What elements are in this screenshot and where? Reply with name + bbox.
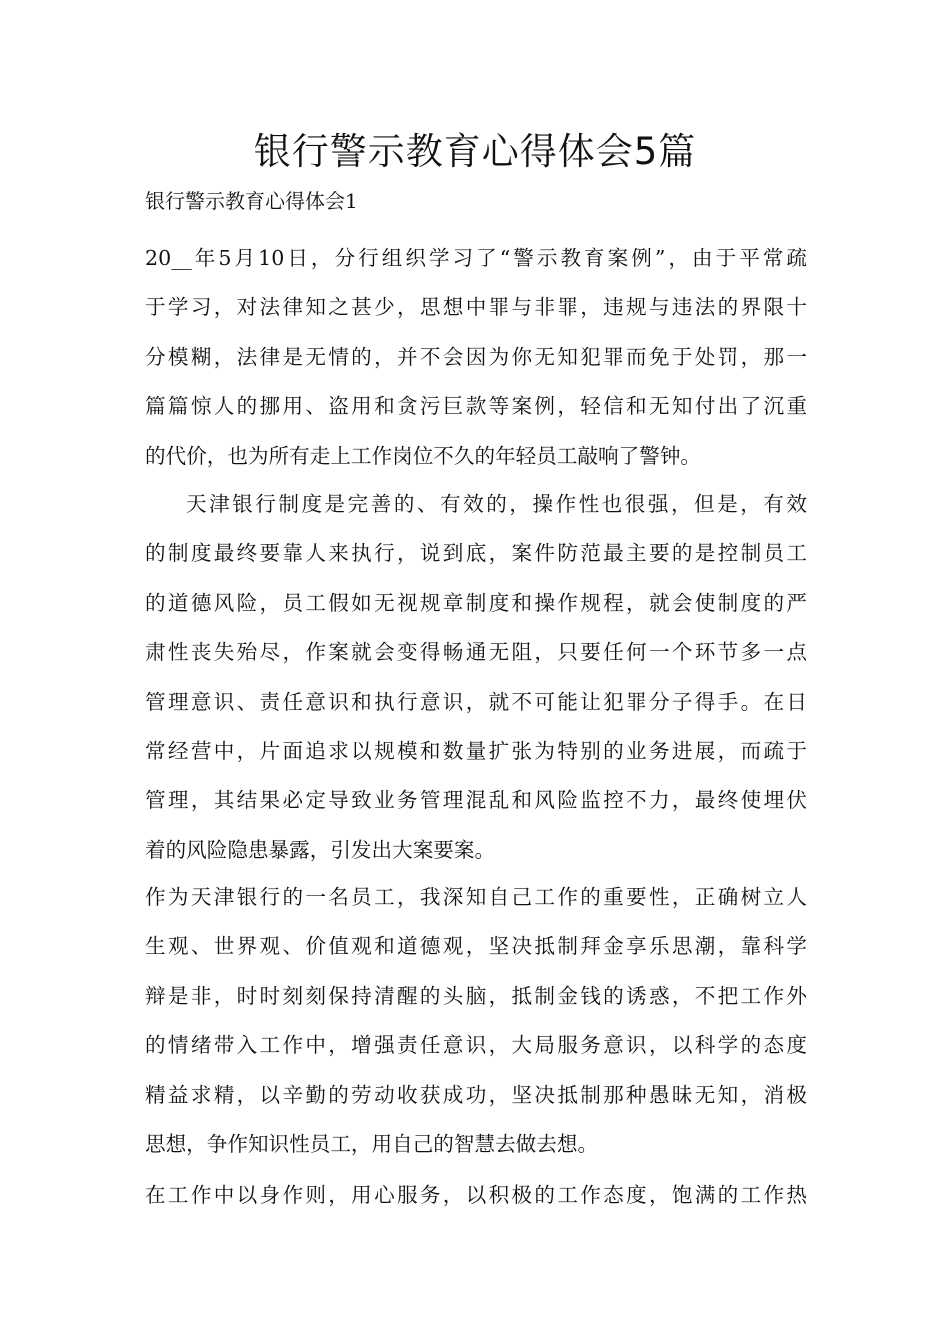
document-title: 银行警示教育心得体会5篇 bbox=[253, 130, 697, 173]
text-line: 常经营中，片面追求以规模和数量扩张为特别的业务进展，而疏于 bbox=[145, 739, 807, 764]
text-line: 管理意识、责任意识和执行意识，就不可能让犯罪分子得手。在日 bbox=[145, 689, 807, 714]
text-line: 于学习，对法律知之甚少，思想中罪与非罪，违规与违法的界限十 bbox=[145, 295, 807, 320]
text-line: 着的风险隐患暴露，引发出大案要案。 bbox=[145, 837, 496, 862]
text-line: 分模糊，法律是无情的，并不会因为你无知犯罪而免于处罚，那一 bbox=[145, 344, 807, 369]
text-line: 辩是非，时时刻刻保持清醒的头脑，抵制金钱的诱惑，不把工作外 bbox=[145, 983, 807, 1008]
text-line: 生观、世界观、价值观和道德观，坚决抵制拜金享乐思潮，靠科学 bbox=[145, 934, 807, 959]
text-line: 篇篇惊人的挪用、盗用和贪污巨款等案例，轻信和无知付出了沉重 bbox=[145, 394, 807, 419]
text-line: 20__年5月10日，分行组织学习了“警示教育案例”，由于平常疏 bbox=[145, 246, 807, 270]
paragraph-2 bbox=[145, 480, 807, 875]
text-line: 在工作中以身作则，用心服务，以积极的工作态度，饱满的工作热 bbox=[145, 1183, 807, 1207]
text-line: 思想，争作知识性员工，用自己的智慧去做去想。 bbox=[145, 1132, 599, 1157]
paragraph-4 bbox=[145, 1171, 807, 1220]
text-line: 管理，其结果必定导致业务管理混乱和风险监控不力，最终使埋伏 bbox=[145, 788, 807, 813]
text-line: 的情绪带入工作中，增强责任意识，大局服务意识，以科学的态度 bbox=[145, 1033, 807, 1058]
text-line: 天津银行制度是完善的、有效的，操作性也很强，但是，有效 bbox=[186, 492, 807, 516]
text-line: 肃性丧失殆尽，作案就会变得畅通无阻，只要任何一个环节多一点 bbox=[145, 640, 807, 665]
section-heading: 银行警示教育心得体会1 bbox=[145, 189, 358, 213]
paragraph-3 bbox=[145, 873, 807, 1169]
text-line: 作为天津银行的一名员工，我深知自己工作的重要性，正确树立人 bbox=[145, 885, 807, 909]
text-line: 精益求精，以辛勤的劳动收获成功，坚决抵制那种愚昧无知，消极 bbox=[145, 1082, 807, 1107]
text-line: 的制度最终要靠人来执行，说到底，案件防范最主要的是控制员工 bbox=[145, 541, 807, 566]
text-line: 的道德风险，员工假如无视规章制度和操作规程，就会使制度的严 bbox=[145, 590, 807, 615]
paragraph-1 bbox=[145, 234, 807, 481]
text-line: 的代价，也为所有走上工作岗位不久的年轻员工敲响了警钟。 bbox=[145, 443, 702, 468]
